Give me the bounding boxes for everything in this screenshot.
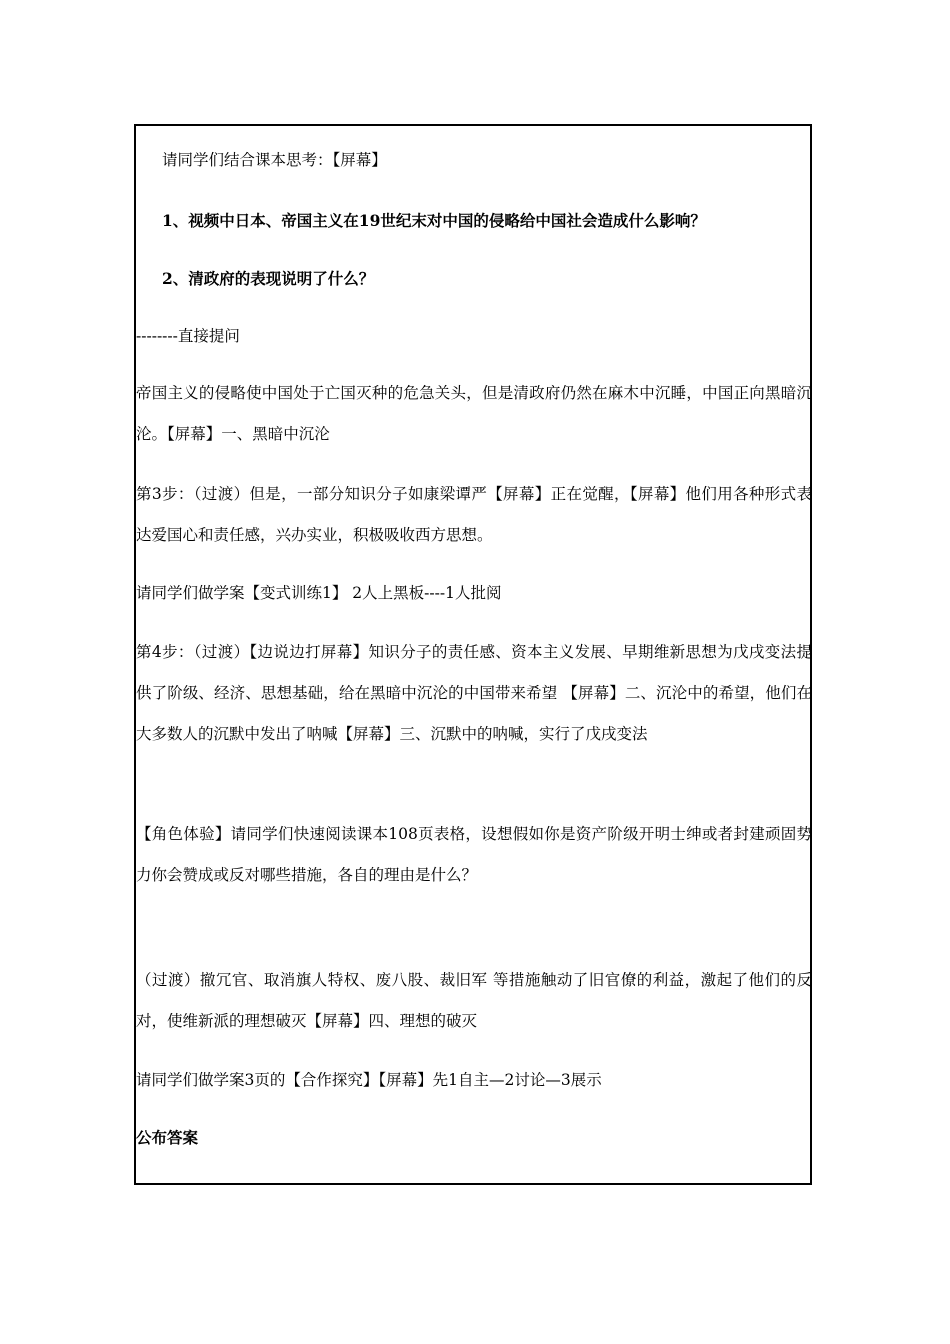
paragraph-step-3: 第3步：（过渡）但是，一部分知识分子如康梁谭严【屏幕】正在觉醒，【屏幕】他们用各种形式表达爱国心和责任感，兴办实业，积极吸收西方思想。 <box>136 485 812 544</box>
think-prompt: 请同学们结合课本思考：【屏幕】 <box>162 151 387 169</box>
publish-answer: 公布答案 <box>136 1128 199 1147</box>
paragraph-cooperative: 请同学们做学案3页的【合作探究】【屏幕】先1自主—2讨论—3展示 <box>136 1071 602 1089</box>
question-2: 2、清政府的表现说明了什么？ <box>162 269 375 288</box>
direct-question-note: --------直接提问 <box>136 327 240 345</box>
question-1: 1、视频中日本、帝国主义在19世纪末对中国的侵略给中国社会造成什么影响？ <box>162 211 706 230</box>
paragraph-exercise: 请同学们做学案【变式训练1】 2人上黑板----1人批阅 <box>136 584 502 602</box>
paragraph-transition: （过渡）撤冗官、取消旗人特权、废八股、裁旧军 等措施触动了旧官僚的利益，激起了他们的反对，使维新派的理想破灭【屏幕】四、理想的破灭 <box>136 971 812 1030</box>
paragraph-step-4: 第4步：（过渡）【边说边打屏幕】知识分子的责任感、资本主义发展、早期维新思想为戊戌变法提供了阶级、经济、思想基础，给在黑暗中沉沦的中国带来希望 【屏幕】二、沉沦中的希望，他们在大多数人的沉默中发出了呐喊【屏幕】三、沉默中的呐喊，实行了戊戌变法 <box>136 643 812 743</box>
paragraph-role-play: 【角色体验】请同学们快速阅读课本108页表格，设想假如你是资产阶级开明士绅或者封建顽固势力你会赞成或反对哪些措施，各自的理由是什么？ <box>136 825 812 884</box>
paragraph-imperialism: 帝国主义的侵略使中国处于亡国灭种的危急关头，但是清政府仍然在麻木中沉睡，中国正向黑暗沉沦。【屏幕】一、黑暗中沉沦 <box>136 384 812 443</box>
